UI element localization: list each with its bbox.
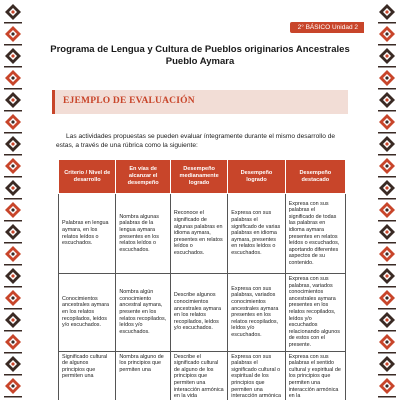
border-dot <box>385 186 388 189</box>
border-dot <box>385 362 388 365</box>
border-dot <box>11 10 14 13</box>
decorative-border-right <box>374 0 400 400</box>
table-cell: Describe algunos conocimientos ancestrales aymara en los relatos recopilados, leídos y/o escuchados. <box>170 274 227 352</box>
border-dot <box>11 120 14 123</box>
border-dot <box>385 120 388 123</box>
column-header: Desempeño destacado <box>285 160 345 194</box>
border-bar <box>378 352 396 354</box>
border-bar <box>378 242 396 244</box>
rubric-header-row <box>59 160 346 194</box>
border-bar <box>378 66 396 68</box>
table-cell: Reconoce el significado de algunas palabras en idioma aymara, presentes en relatos leídos o escuchados. <box>170 194 227 274</box>
table-row <box>59 274 346 352</box>
border-dot <box>385 230 388 233</box>
border-bar <box>4 330 22 332</box>
border-bar <box>378 110 396 112</box>
section-heading: EJEMPLO DE EVALUACIÓN <box>63 96 195 106</box>
border-dot <box>385 208 388 211</box>
border-bar <box>4 198 22 200</box>
border-bar <box>4 220 22 222</box>
border-bar <box>378 396 396 398</box>
border-bar <box>378 132 396 134</box>
page-title <box>36 44 364 68</box>
border-dot <box>11 340 14 343</box>
table-cell: Expresa con sus palabras el significado de todas las palabras en idioma aymara presentes en relatos leídos o escuchados, aportando diferentes aspectos de su contenido. <box>285 194 345 274</box>
grade-unit-tab: 2° BÁSICO Unidad 2 <box>290 22 364 33</box>
border-dot <box>11 318 14 321</box>
border-bar <box>4 176 22 178</box>
title-line-1: Programa de Lengua y Cultura de Pueblos originarios Ancestrales <box>50 44 350 55</box>
border-bar <box>4 396 22 398</box>
border-dot <box>385 98 388 101</box>
border-dot <box>385 76 388 79</box>
border-dot <box>385 10 388 13</box>
border-bar <box>378 88 396 90</box>
decorative-border-left <box>0 0 26 400</box>
border-dot <box>11 252 14 255</box>
border-dot <box>11 76 14 79</box>
border-bar <box>4 154 22 156</box>
border-bar <box>378 308 396 310</box>
rubric-table <box>58 159 346 400</box>
border-dot <box>385 54 388 57</box>
border-bar <box>378 154 396 156</box>
border-bar <box>378 286 396 288</box>
border-dot <box>11 274 14 277</box>
border-dot <box>11 384 14 387</box>
border-bar <box>4 132 22 134</box>
border-dot <box>11 32 14 35</box>
border-bar <box>4 264 22 266</box>
border-bar <box>4 44 22 46</box>
border-bar <box>4 242 22 244</box>
intro-paragraph: Las actividades propuestas se pueden evaluar íntegramente durante el mismo desarrollo de estas, a través de una rúbrica como la siguiente: <box>56 133 336 149</box>
border-bar <box>4 88 22 90</box>
border-bar <box>378 374 396 376</box>
border-bar <box>4 66 22 68</box>
border-dot <box>11 186 14 189</box>
column-header: En vías de alcanzar el desempeño <box>116 160 171 194</box>
border-bar <box>4 352 22 354</box>
border-bar <box>378 22 396 24</box>
table-cell: Expresa con sus palabras, variados conocimientos ancestrales aymara presentes en los relatos recopilados, leídos y/o escuchados relacionando algunos de estos con el presente. <box>285 274 345 352</box>
criterion-cell: Significado cultural de algunos principios que permiten una <box>59 351 116 400</box>
table-cell: Nombra alguno de los principios que permiten una <box>116 351 171 400</box>
border-bar <box>4 308 22 310</box>
table-cell: Expresa con sus palabras, variados conocimientos ancestrales aymara presentes en los relatos recopilados, leídos y/o escuchados. <box>228 274 285 352</box>
border-bar <box>4 286 22 288</box>
criterion-cell: Conocimientos ancestrales aymara en los relatos recopilados, leídos y/o escuchados. <box>59 274 116 352</box>
criterion-cell: Palabras en lengua aymara, en los relatos leídos o escuchados. <box>59 194 116 274</box>
border-dot <box>11 296 14 299</box>
border-bar <box>378 44 396 46</box>
title-line-2: Pueblo Aymara <box>165 56 235 67</box>
section-heading-bar <box>52 90 348 114</box>
border-dot <box>385 318 388 321</box>
border-dot <box>385 164 388 167</box>
column-header: Criterio / Nivel de desarrollo <box>59 160 116 194</box>
column-header: Desempeño logrado <box>228 160 285 194</box>
border-dot <box>11 98 14 101</box>
border-bar <box>4 374 22 376</box>
border-dot <box>11 362 14 365</box>
border-dot <box>385 142 388 145</box>
column-header: Desempeño medianamente logrado <box>170 160 227 194</box>
table-cell: Expresa con sus palabras el significado de varias palabras en idioma aymara, presentes en relatos leídos o escuchados. <box>228 194 285 274</box>
border-bar <box>378 330 396 332</box>
border-dot <box>385 384 388 387</box>
border-dot <box>11 54 14 57</box>
border-bar <box>378 264 396 266</box>
table-row <box>59 351 346 400</box>
border-dot <box>385 340 388 343</box>
border-bar <box>378 198 396 200</box>
table-cell: Expresa con sus palabras el sentido cultural y espiritual de los principios que permiten una interacción armónica en la <box>285 351 345 400</box>
border-dot <box>385 32 388 35</box>
border-dot <box>385 296 388 299</box>
border-dot <box>385 274 388 277</box>
border-dot <box>11 142 14 145</box>
table-row <box>59 194 346 274</box>
border-dot <box>11 164 14 167</box>
border-dot <box>11 230 14 233</box>
table-cell: Describe el significado cultural de alguno de los principios que permiten una interacción armónica en la vida <box>170 351 227 400</box>
table-cell: Nombra algunas palabras de la lengua aymara presentes en los relatos leídos o escuchados. <box>116 194 171 274</box>
border-bar <box>4 110 22 112</box>
table-cell: Expresa con sus palabras el significado cultural o espiritual de los principios que permiten una interacción armónica <box>228 351 285 400</box>
border-bar <box>4 22 22 24</box>
border-bar <box>378 220 396 222</box>
border-dot <box>11 208 14 211</box>
table-cell: Nombra algún conocimiento ancestral aymara, presente en los relatos recopilados, leídos y/o escuchados. <box>116 274 171 352</box>
border-dot <box>385 252 388 255</box>
border-bar <box>378 176 396 178</box>
